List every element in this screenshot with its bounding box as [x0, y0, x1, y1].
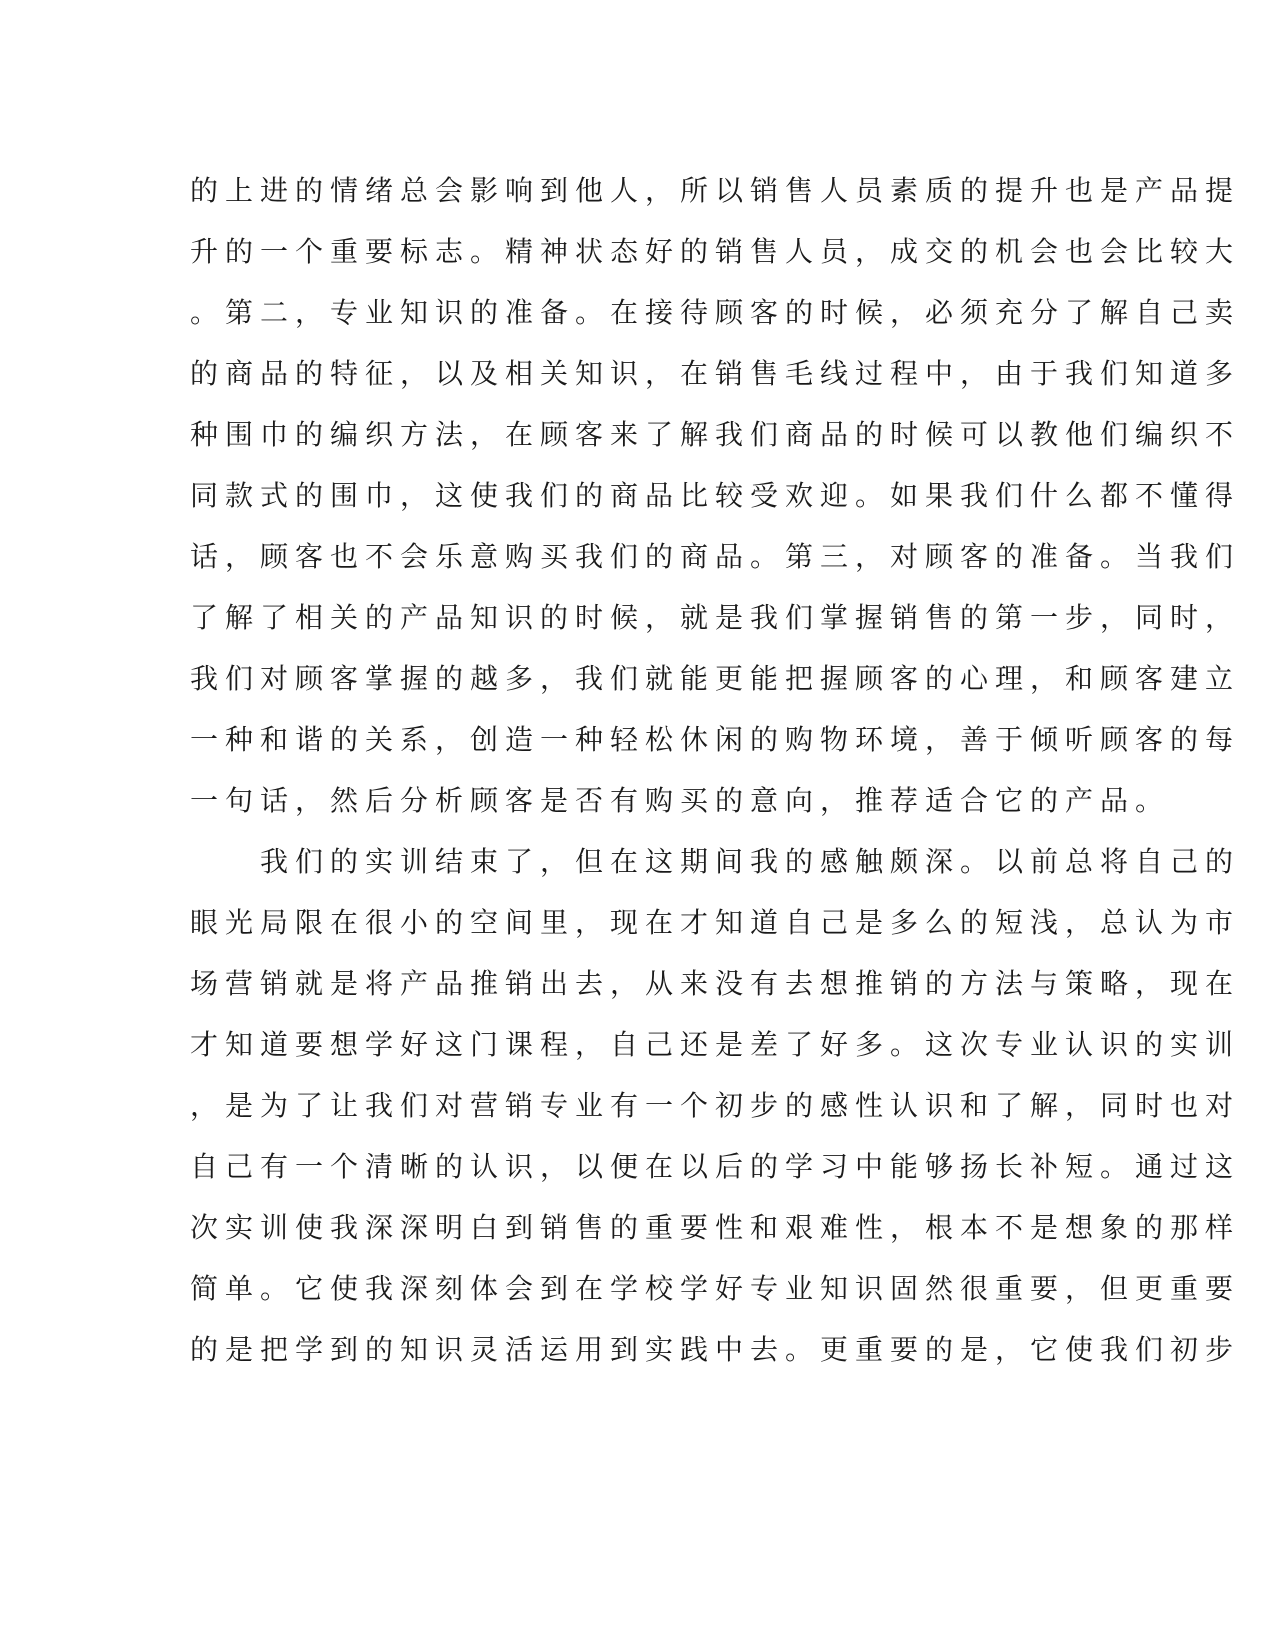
- text-line: 场营销就是将产品推销出去，从来没有去想推销的方法与策略，现在: [190, 967, 1241, 1000]
- text-line: 一种和谐的关系，创造一种轻松休闲的购物环境，善于倾听顾客的每: [190, 723, 1241, 756]
- text-line: 升的一个重要标志。精神状态好的销售人员，成交的机会也会比较大: [190, 235, 1241, 268]
- text-line: 一句话，然后分析顾客是否有购买的意向，推荐适合它的产品。: [190, 784, 1171, 817]
- text-line: 我们对顾客掌握的越多，我们就能更能把握顾客的心理，和顾客建立: [190, 662, 1241, 695]
- text-line: 自己有一个清晰的认识，以便在以后的学习中能够扬长补短。通过这: [190, 1150, 1241, 1183]
- text-line: 话，顾客也不会乐意购买我们的商品。第三，对顾客的准备。当我们: [190, 540, 1241, 573]
- text-line: 次实训使我深深明白到销售的重要性和艰难性，根本不是想象的那样: [190, 1211, 1241, 1244]
- text-line: 。第二，专业知识的准备。在接待顾客的时候，必须充分了解自己卖: [190, 296, 1241, 329]
- text-line: 的上进的情绪总会影响到他人，所以销售人员素质的提升也是产品提: [190, 174, 1241, 207]
- text-line: 种围巾的编织方法，在顾客来了解我们商品的时候可以教他们编织不: [190, 418, 1241, 451]
- text-line: ，是为了让我们对营销专业有一个初步的感性认识和了解，同时也对: [190, 1089, 1241, 1122]
- body-text: [190, 160, 1241, 1380]
- text-line: 才知道要想学好这门课程，自己还是差了好多。这次专业认识的实训: [190, 1028, 1241, 1061]
- text-line: 简单。它使我深刻体会到在学校学好专业知识固然很重要，但更重要: [190, 1272, 1241, 1305]
- text-line: 的商品的特征，以及相关知识，在销售毛线过程中，由于我们知道多: [190, 357, 1241, 390]
- text-line: 的是把学到的知识灵活运用到实践中去。更重要的是，它使我们初步: [190, 1333, 1241, 1366]
- text-line: 同款式的围巾，这使我们的商品比较受欢迎。如果我们什么都不懂得: [190, 479, 1241, 512]
- text-line: 眼光局限在很小的空间里，现在才知道自己是多么的短浅，总认为市: [190, 906, 1241, 939]
- text-line: 了解了相关的产品知识的时候，就是我们掌握销售的第一步，同时，: [190, 601, 1241, 634]
- paragraph-start-line: 我们的实训结束了，但在这期间我的感触颇深。以前总将自己的: [190, 845, 1241, 878]
